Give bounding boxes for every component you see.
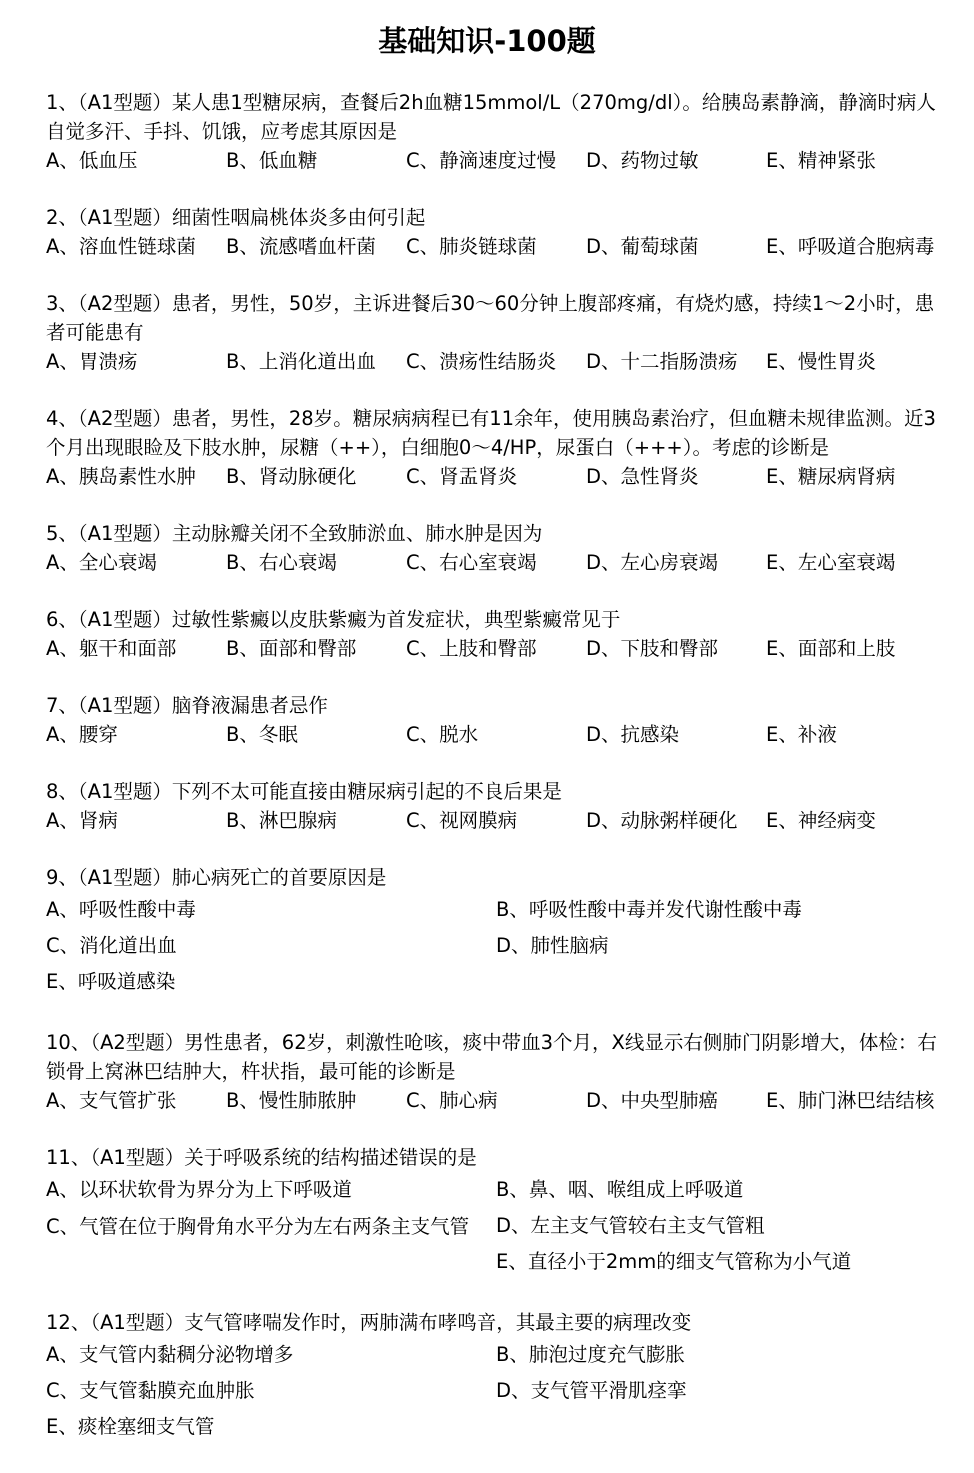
option-c: C、溃疡性结肠炎 xyxy=(406,350,557,373)
option-e: E、糖尿病肾病 xyxy=(766,465,896,488)
question-text: 10、（A2型题）男性患者，62岁，刺激性呛咳，痰中带血3个月，X线显示右侧肺门阴影增大，体检：右锁骨上窝淋巴结肿大，杵状指，最可能的诊断是 xyxy=(46,1031,937,1083)
option-a: A、全心衰竭 xyxy=(46,551,157,574)
option-d: D、肺性脑病 xyxy=(496,934,609,957)
option-row xyxy=(46,634,946,663)
option-a: A、低血压 xyxy=(46,149,138,172)
option-c: C、气管在位于胸骨角水平分为左右两条主支气管 xyxy=(46,1215,470,1238)
option-row xyxy=(46,1086,946,1115)
question-list xyxy=(46,88,946,1473)
option-d: D、抗感染 xyxy=(586,723,680,746)
question-11 xyxy=(46,1143,946,1280)
question-text: 5、（A1型题）主动脉瓣关闭不全致肺淤血、肺水肿是因为 xyxy=(46,522,543,545)
option-b: B、流感嗜血杆菌 xyxy=(226,235,376,258)
option-b: B、呼吸性酸中毒并发代谢性酸中毒 xyxy=(496,898,802,921)
option-d: D、葡萄球菌 xyxy=(586,235,699,258)
option-row xyxy=(46,806,946,835)
question-6 xyxy=(46,605,946,663)
question-3 xyxy=(46,289,946,376)
option-a: A、躯干和面部 xyxy=(46,637,177,660)
option-b: B、右心衰竭 xyxy=(226,551,337,574)
option-d: D、急性肾炎 xyxy=(586,465,699,488)
option-row xyxy=(46,548,946,577)
question-2 xyxy=(46,203,946,261)
option-grid xyxy=(46,1337,946,1445)
option-a: A、腰穿 xyxy=(46,723,118,746)
option-b: B、肾动脉硬化 xyxy=(226,465,357,488)
option-d: D、动脉粥样硬化 xyxy=(586,809,738,832)
option-d: D、药物过敏 xyxy=(586,149,699,172)
option-b: B、冬眠 xyxy=(226,723,298,746)
option-c: C、上肢和臀部 xyxy=(406,637,537,660)
option-c: C、支气管黏膜充血肿胀 xyxy=(46,1379,255,1402)
option-row xyxy=(46,232,946,261)
option-grid xyxy=(46,1172,946,1280)
question-9 xyxy=(46,863,946,1000)
option-d: D、中央型肺癌 xyxy=(586,1089,719,1112)
option-e: E、神经病变 xyxy=(766,809,876,832)
option-a: A、胃溃疡 xyxy=(46,350,138,373)
option-row xyxy=(46,347,946,376)
option-b: B、低血糖 xyxy=(226,149,318,172)
option-e: E、精神紧张 xyxy=(766,149,876,172)
option-d: D、下肢和臀部 xyxy=(586,637,719,660)
option-e: E、面部和上肢 xyxy=(766,637,896,660)
option-c: C、肾盂肾炎 xyxy=(406,465,518,488)
option-c: C、脱水 xyxy=(406,723,479,746)
question-text: 6、（A1型题）过敏性紫癜以皮肤紫癜为首发症状，典型紫癜常见于 xyxy=(46,608,621,631)
option-a: A、以环状软骨为界分为上下呼吸道 xyxy=(46,1178,352,1201)
option-d: D、左心房衰竭 xyxy=(586,551,719,574)
question-1 xyxy=(46,88,946,175)
question-7 xyxy=(46,691,946,749)
option-a: A、胰岛素性水肿 xyxy=(46,465,196,488)
option-e: E、补液 xyxy=(766,723,837,746)
option-a: A、支气管内黏稠分泌物增多 xyxy=(46,1343,294,1366)
option-row xyxy=(46,146,946,175)
option-b: B、鼻、咽、喉组成上呼吸道 xyxy=(496,1178,744,1201)
option-b: B、淋巴腺病 xyxy=(226,809,337,832)
option-e: E、肺门淋巴结结核 xyxy=(766,1089,935,1112)
option-e: E、慢性胃炎 xyxy=(766,350,876,373)
option-row xyxy=(46,720,946,749)
option-d: D、十二指肠溃疡 xyxy=(586,350,738,373)
question-5 xyxy=(46,519,946,577)
option-b: B、面部和臀部 xyxy=(226,637,357,660)
option-a: A、支气管扩张 xyxy=(46,1089,177,1112)
option-grid xyxy=(46,892,946,1000)
option-c: C、肺炎链球菌 xyxy=(406,235,537,258)
option-c: C、静滴速度过慢 xyxy=(406,149,557,172)
question-text: 4、（A2型题）患者，男性，28岁。糖尿病病程已有11余年，使用胰岛素治疗，但血糖未规律监测。近3个月出现眼睑及下肢水肿，尿糖（++），白细胞0～4/HP，尿蛋白（+++）。考虑的诊断是 xyxy=(46,407,936,459)
question-text: 3、（A2型题）患者，男性，50岁，主诉进餐后30～60分钟上腹部疼痛，有烧灼感，持续1～2小时，患者可能患有 xyxy=(46,292,935,344)
option-a: A、肾病 xyxy=(46,809,118,832)
option-c: C、肺心病 xyxy=(406,1089,498,1112)
question-8 xyxy=(46,777,946,835)
option-b: B、上消化道出血 xyxy=(226,350,376,373)
option-spacer xyxy=(46,1244,496,1280)
option-c: C、视网膜病 xyxy=(406,809,518,832)
option-a: A、溶血性链球菌 xyxy=(46,235,196,258)
question-text: 12、（A1型题）支气管哮喘发作时，两肺满布哮鸣音，其最主要的病理改变 xyxy=(46,1311,692,1334)
option-b: B、肺泡过度充气膨胀 xyxy=(496,1343,685,1366)
option-c: C、消化道出血 xyxy=(46,934,177,957)
question-12 xyxy=(46,1308,946,1445)
question-10 xyxy=(46,1028,946,1115)
option-d: D、左主支气管较右主支气管粗 xyxy=(496,1214,765,1237)
question-text: 9、（A1型题）肺心病死亡的首要原因是 xyxy=(46,866,387,889)
question-text: 8、（A1型题）下列不太可能直接由糖尿病引起的不良后果是 xyxy=(46,780,562,803)
option-d: D、支气管平滑肌痉挛 xyxy=(496,1379,687,1402)
option-row xyxy=(46,462,946,491)
option-e: E、左心室衰竭 xyxy=(766,551,896,574)
option-e: E、直径小于2mm的细支气管称为小气道 xyxy=(496,1250,852,1273)
question-text: 7、（A1型题）脑脊液漏患者忌作 xyxy=(46,694,328,717)
question-4 xyxy=(46,404,946,491)
option-e: E、呼吸道感染 xyxy=(46,970,176,993)
question-text: 11、（A1型题）关于呼吸系统的结构描述错误的是 xyxy=(46,1146,477,1169)
question-text: 2、（A1型题）细菌性咽扁桃体炎多由何引起 xyxy=(46,206,426,229)
option-e: E、呼吸道合胞病毒 xyxy=(766,235,935,258)
option-b: B、慢性肺脓肿 xyxy=(226,1089,357,1112)
page-title: 基础知识-100题 xyxy=(378,24,596,58)
option-c: C、右心室衰竭 xyxy=(406,551,537,574)
question-text: 1、（A1型题）某人患1型糖尿病，查餐后2h血糖15mmol/L（270mg/dl）。给胰岛素静滴，静滴时病人自觉多汗、手抖、饥饿，应考虑其原因是 xyxy=(46,91,936,143)
option-a: A、呼吸性酸中毒 xyxy=(46,898,196,921)
option-e: E、痰栓塞细支气管 xyxy=(46,1415,215,1438)
